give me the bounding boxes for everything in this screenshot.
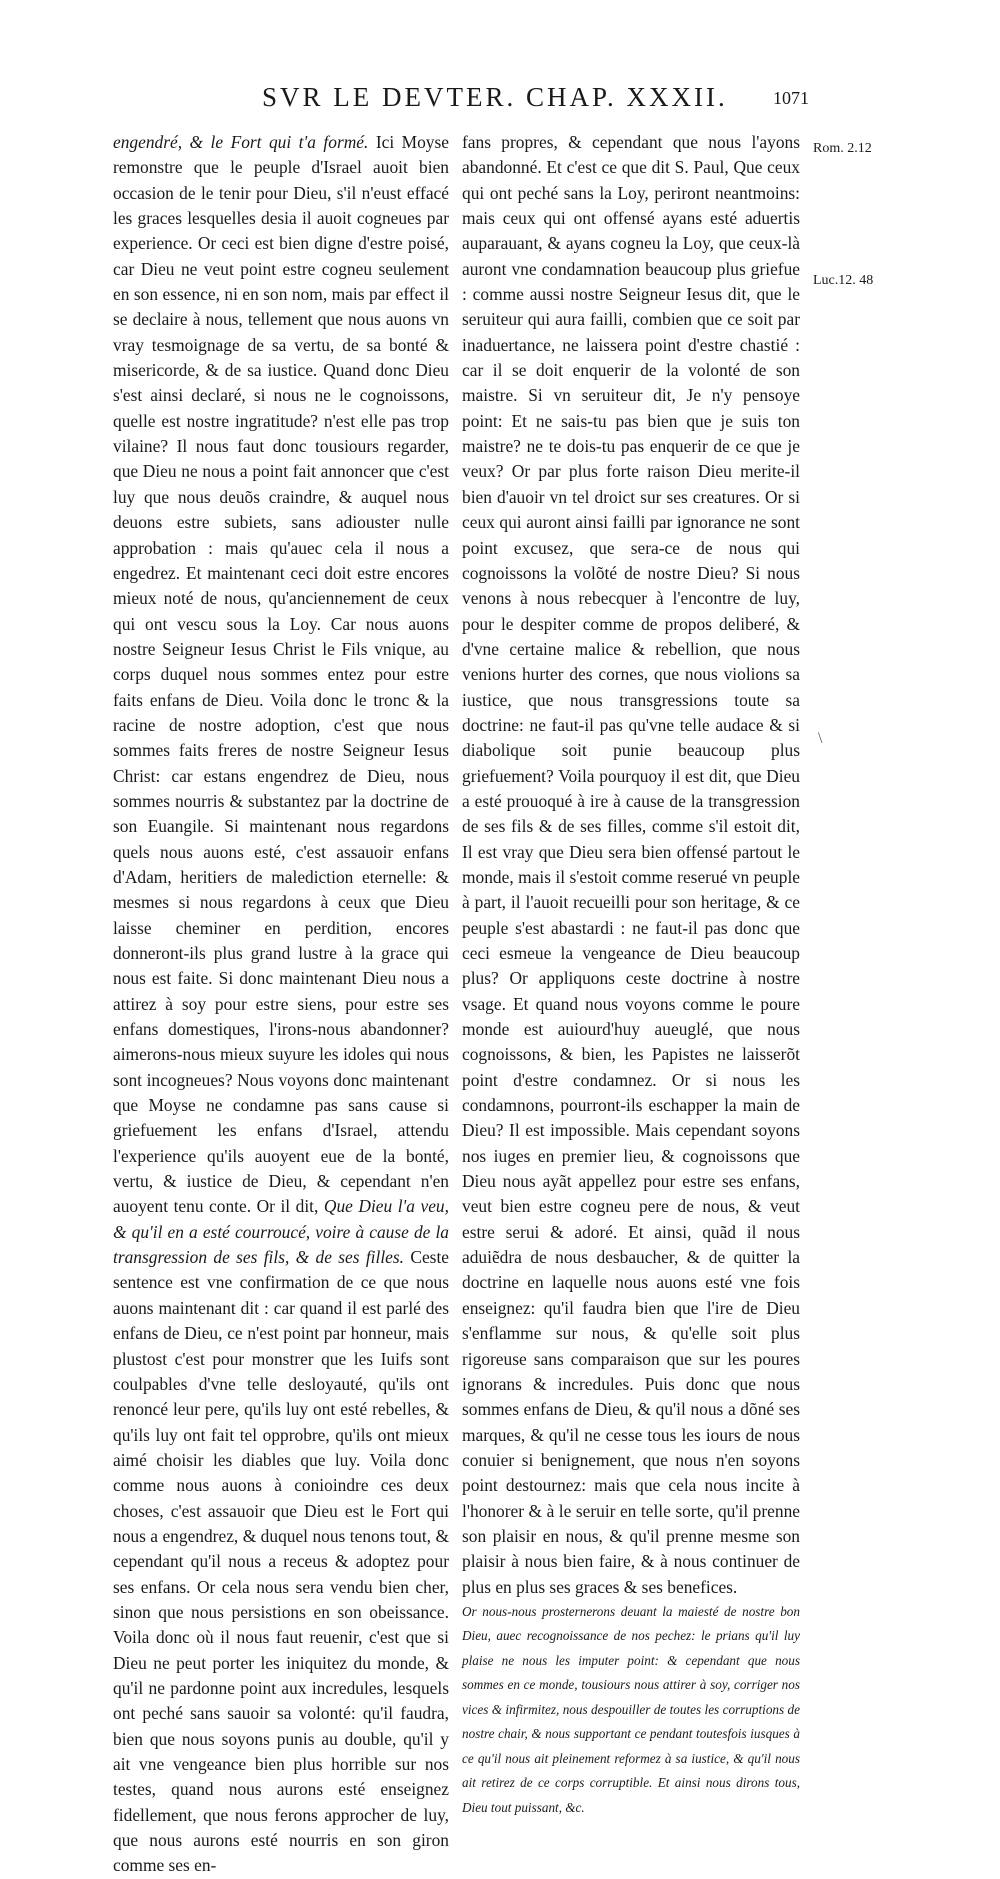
lead-italic-quote: engendré, & le Fort qui t'a formé. xyxy=(113,132,369,152)
page-number: 1071 xyxy=(773,88,809,108)
margin-reference-luke: Luc.12. 48 xyxy=(813,273,874,288)
right-body-text: fans propres, & cependant que nous l'ayons abandonné. Et c'est ce que dit S. Paul, Que ceux qui ont peché sans la Loy, periront neantmoins: mais ceux qui ont offensé ayans esté aduertis auparauant, & ayans cogneu la Loy, que ceux-là auront vne condamnation beaucoup plus griefue : comme aussi nostre Seigneur Iesus dit, que le seruiteur qui aura failli, combien que ce soit par inaduertance, ne laissera point d'estre chastié : car il se doit enquerir de la volonté de son maistre. Si vn seruiteur dit, Je n'y pensoye point: Et ne sais-tu pas bien que je suis ton maistre? ne te dois-tu pas enquerir de ce que je veux? Or par plus forte raison Dieu merite-il bien d'auoir vn tel droict sur ses creatures. Or si ceux qui auront ainsi failli par ignorance ne sont point excusez, que sera-ce de nous qui cognoissons la volõté de nostre Dieu? Si nous venons à nous rebecquer à l'encontre de luy, pour le despiter comme de propos deliberé, & d'vne certaine malice & rebellion, que nous venions hurter des cornes, que nous violions sa iustice, que nous transgressions toute sa doctrine: ne faut-il pas qu'vne telle audace & si diabolique soit punie beaucoup plus griefuement? Voila pourquoy il est dit, que Dieu a esté prouoqué à ire à cause de la transgression de ses fils & de ses filles, comme s'il estoit dit, Il est vray que Dieu sera bien offensé partout le monde, mais il s'estoit comme reserué vn peuple à part, il l'auoit recueilli pour son heritage, & ce peuple s'est abastardi : ne faut-il pas donc que ceci esmeue la vengeance de Dieu beaucoup plus? Or appliquons ceste doctrine à nostre vsage. Et quand nous voyons comme le poure monde est auiourd'huy aueuglé, que nous cognoissons, & bien, les Papistes ne laisserõt point d'estre condamnez. Or si nous les condamnons, pourront-ils eschapper la main de Dieu? Il est impossible. Mais cependant soyons nos iuges en premier lieu, & cognoissons que Dieu nous ayãt appellez pour estre ses enfans, veut bien estre cogneu pere de nous, & veut estre serui & adoré. Et ainsi, quãd il nous aduiẽdra de nous desbaucher, & de quitter la doctrine en laquelle nous auons esté vne fois enseignez: qu'il faudra bien que l'ire de Dieu s'enflamme sur nous, & qu'elle soit plus rigoreuse sans comparaison que sur les poures ignorans & incredules. Puis donc que nous sommes enfans de Dieu, & qu'il nous a dõné ses marques, & qu'il ne cesse tous les iours de nous conuier si benignement, que nous n'en soyons point destournez: mais que cela nous incite à l'honorer & à le seruir en telle sorte, qu'il prenne son plaisir en nous, & qu'il prenne mesme son plaisir à nous bien faire, & à nous continuer de plus en plus ses graces & ses benefices. xyxy=(462,132,800,1597)
closing-prayer: Or nous-nous prosternerons deuant la maiesté de nostre bon Dieu, auec recognoissance de nos pechez: le prians qu'il luy plaise ne nous les imputer point: & cependant que nous sommes en ce monde, tousiours nous attirer à soy, corriger nos vices & infirmitez, nous despouiller de toutes les corruptions de nostre chair, & nous supportant ce pendant toutesfois iusques à ce qu'il nous ait pleinement reformez à sa iustice, & qu'il nous ait retirez de ce corps corruptible. Et ainsi nous dirons tous, Dieu tout puissant, &c. xyxy=(462,1603,800,1815)
italic-scripture-quote: Que Dieu l'a veu, & qu'il en a esté courroucé, voire à cause de la transgression de ses fils, & de ses filles. xyxy=(113,1196,449,1268)
left-body-text: Ici Moyse remonstre que le peuple d'Israel auoit bien occasion de le tenir pour Dieu, s'il n'eust effacé les graces lesquelles desia il auoit cogneues par experience. Or ceci est bien digne d'estre poisé, car Dieu ne veut point estre cogneu seulement en son essence, ni en son nom, mais par effect il se declaire à nous, tellement que nous auons vn vray tesmoignage de sa vertu, de sa bonté & misericorde, & de sa iustice. Quand donc Dieu s'est ainsi declaré, si nous ne le cognoissons, quelle est nostre ingratitude? n'est elle pas trop vilaine? Il nous faut donc tousiours regarder, que Dieu ne nous a point fait annoncer que c'est luy que nous deuõs craindre, & auquel nous deuons estre subiets, sans adiouster nulle approbation : mais qu'auec cela il nous a engedrez. Et maintenant ceci doit estre encores mieux noté de nous, qu'anciennement de ceux qui ont vescu sous la Loy. Car nous auons nostre Seigneur Iesus Christ le Fils vnique, au corps duquel nous sommes entez pour estre faits enfans de Dieu. Voila donc le tronc & la racine de nostre adoption, c'est que nous sommes faits freres de nostre Seigneur Iesus Christ: car estans engendrez de Dieu, nous sommes nourris & substantez par la doctrine de son Euangile. Si maintenant nous regardons quels nous auons esté, c'est assauoir enfans d'Adam, heritiers de malediction eternelle: & mesmes si nous regardons à ceux que Dieu laisse cheminer en perdition, encores donneront-ils plus grand lustre à la grace qui nous est faite. Si donc maintenant Dieu nous a attirez à soy pour estre siens, pour estre ses enfans domestiques, l'irons-nous abandonner? aimerons-nous mieux suyure les idoles qui nous sont incogneues? Nous voyons donc maintenant que Moyse ne condamne pas sans cause si griefuement les enfans d'Israel, attendu l'experience qu'ils auoyent eue de la bonté, vertu, & iustice de Dieu, & cependant n'en auoyent tenu conte. Or il dit, xyxy=(113,132,449,1217)
margin-reference-romans: Rom. 2.12 xyxy=(813,141,872,156)
left-column-text xyxy=(113,130,449,1879)
running-head: SVR LE DEVTER. CHAP. XXXII. xyxy=(262,82,728,112)
left-body-text-continued: Ceste sentence est vne confirmation de ce que nous auons maintenant dit : car quand il est parlé des enfans de Dieu, ce n'est point par honneur, mais plustost c'est pour monstrer que les Iuifs sont coulpables d'vne telle desloyauté, qu'ils ont renoncé leur pere, qu'ils luy ont esté rebelles, & qu'ils luy ont fait tel opprobre, qu'ils ont mieux aimé choisir les diables que luy. Voila donc comme nous auons à conioindre ces deux choses, c'est assauoir que Dieu est le Fort qui nous a engendrez, & duquel nous tenons tout, & cependant qu'il nous a receus & adoptez pour ses enfans. Or cela nous sera vendu bien cher, sinon que nous persistions en son obeissance. Voila donc où il nous faut reuenir, c'est que si Dieu ne peut porter les iniquitez du monde, & qu'il ne pardonne point aux incredules, lesquels ont peché sans sauoir sa volonté: qu'il faudra, bien que nous soyons punis au double, qu'il y ait vne vengeance bien plus horrible sur nos testes, quand nous aurons esté enseignez fidellement, que nous ferons approcher de luy, que nous aurons esté nourris en son giron comme ses en- xyxy=(113,1247,449,1876)
left-column xyxy=(113,130,449,1879)
right-column xyxy=(462,130,800,1820)
stray-mark: \ xyxy=(818,730,823,747)
